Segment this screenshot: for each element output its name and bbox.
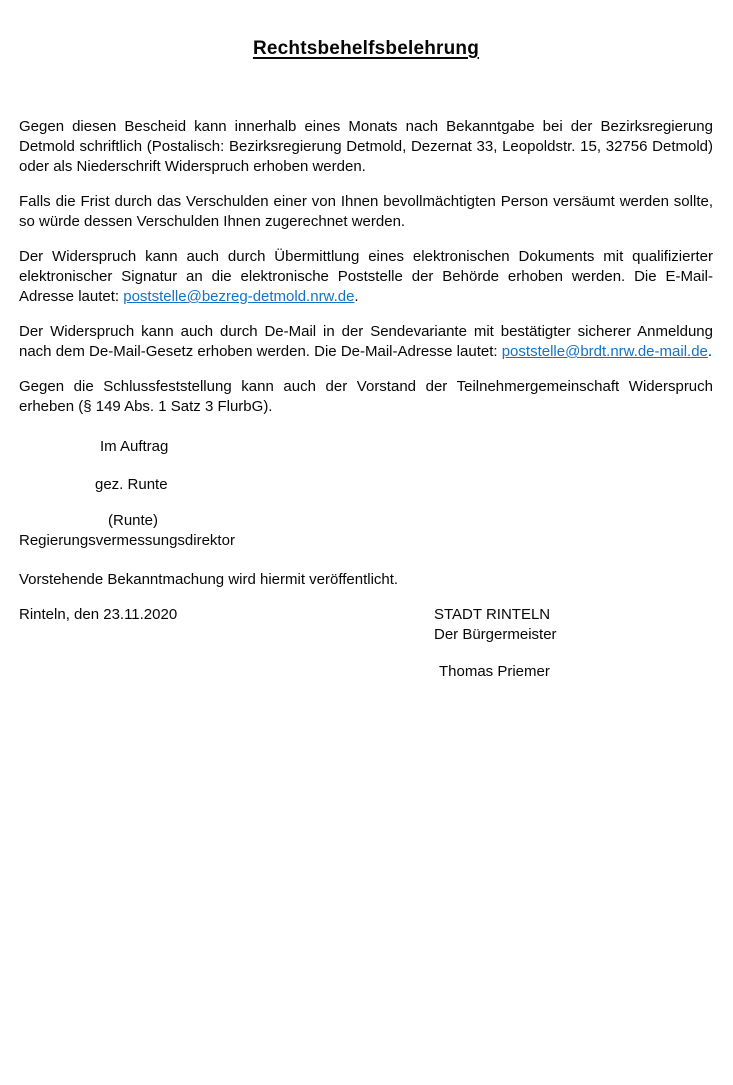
paragraph-text: Der Widerspruch kann auch durch De-Mail in der Sendevariante mit bestätigter sicherer Anmeldung nach dem De-Mail-Gesetz erhoben werden. Die De-Mail-Adresse lautet: [19,323,713,360]
body-paragraphs [19,117,713,417]
paragraph [19,117,713,177]
signer-name-paren: (Runte) [108,512,159,529]
publication-note: Vorstehende Bekanntmachung wird hiermit veröffentlicht. [19,571,399,588]
paragraph-text: Der Widerspruch kann auch durch Übermittlung eines elektronischen Dokuments mit qualifizierter elektronischer Signatur an die elektronische Poststelle der Behörde erhoben werden. Die E-Mail-Adresse lautet: [19,248,713,305]
paragraph-text: Gegen die Schlussfeststellung kann auch der Vorstand der Teilnehmergemeinschaft Widerspruch erheben (§ 149 Abs. 1 Satz 3 FlurbG). [19,378,713,415]
paragraph [19,192,713,232]
email-link[interactable]: poststelle@brdt.nrw.de-mail.de [501,343,708,360]
city-name: STADT RINTELN [434,606,551,623]
city-block [434,605,713,645]
paragraph-text: . [354,288,359,305]
paragraph [19,377,713,417]
email-link[interactable]: poststelle@bezreg-detmold.nrw.de [123,288,355,305]
im-auftrag-line: Im Auftrag [100,438,169,455]
signer-role: Regierungsvermessungsdirektor [19,532,235,549]
mayor-title: Der Bürgermeister [434,626,557,643]
date-city-row [19,605,713,645]
page-title: Rechtsbehelfsbelehrung [252,38,480,59]
paragraph-text: . [707,343,713,360]
paragraph-text: Falls die Frist durch das Verschulden einer von Ihnen bevollmächtigten Person versäumt werden sollte, so würde dessen Verschulden Ihnen zugerechnet werden. [19,193,713,230]
paragraph-text: Gegen diesen Bescheid kann innerhalb eines Monats nach Bekanntgabe bei der Bezirksregierung Detmold schriftlich (Postalisch: Bezirksregierung Detmold, Dezernat 33, Leopoldstr. 15, 32756 Detmold) oder als Niederschrift Widerspruch erhoben werden. [19,118,713,175]
place-date: Rinteln, den 23.11.2020 [19,606,178,623]
mayor-name: Thomas Priemer [439,663,550,680]
signed-by-line: gez. Runte [95,476,168,493]
document-page [0,37,733,1085]
paragraph [19,322,713,362]
paragraph [19,247,713,307]
